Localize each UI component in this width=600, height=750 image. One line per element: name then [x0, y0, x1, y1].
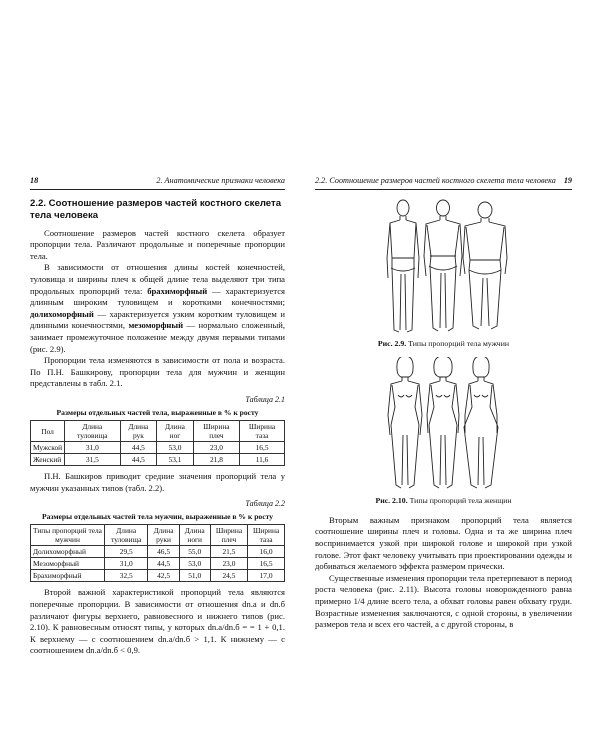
paragraph-4: П.Н. Башкиров приводит средние значения пропорций тела у мужчин указанных типов (табл. 2.2). [30, 471, 285, 493]
section-heading: 2.2. Соотношение размеров частей костного скелета тела человека [30, 197, 282, 221]
male-figure-3 [463, 202, 507, 329]
right-paragraph-1: Вторым важным признаком пропорций тела является соотношение ширины плеч и головы. Одна и та же ширина плеч воспринимается узкой при широкой голове и широкой при узкой голове. Этот факт человеку учитывать при проектировании одежды и добиваться желаемого эффекта размером прически. [315, 514, 572, 572]
table-2 [30, 524, 285, 582]
female-figures-illustration [315, 357, 572, 493]
female-figure-1 [388, 357, 422, 488]
figure-female-body-types [315, 357, 572, 493]
table-row: Женский 31,5 44,5 53,1 21,8 11,6 [31, 454, 285, 466]
figure-2-10-caption: Рис. 2.10. Типы пропорций тела женщин [375, 496, 512, 506]
right-page [315, 175, 572, 631]
male-figure-1 [387, 200, 419, 332]
left-page-number: 18 [30, 176, 39, 185]
left-page [30, 175, 285, 657]
table-1 [30, 420, 285, 466]
table-1-caption: Размеры отдельных частей тела, выраженные в % к росту [56, 407, 259, 417]
paragraph-5: Второй важной характеристикой пропорций тела являются поперечные пропорции. В зависимости от отношения dn.a и dn.б различают фигуры верхнего, равновесного и нижнего типов (рис. 2.10). К равновесным относят типы, у которых dn.a/dn.б = = 1 + 0,1. К верхнему — с соотношением dn.a/dn.б > 1,1. К нижнему — с соотношением dn.a/dn.б < 0,9. [30, 587, 285, 656]
table-row: Долихоморфный 29,5 46,5 55,0 21,5 16,0 [31, 546, 285, 558]
right-running-title: 2.2. Соотношение размеров частей костного скелета тела человека [315, 176, 556, 185]
right-page-number: 19 [563, 176, 572, 185]
table-header-row: Пол Длина туловища Длина рук Длина ног Ширина плеч Ширина таза [31, 421, 285, 442]
left-running-head [30, 175, 285, 190]
table-row: Мужской 31,0 44,5 53,0 23,0 16,5 [31, 442, 285, 454]
table-row: Брахиморфный 32,5 42,5 51,0 24,5 17,0 [31, 570, 285, 582]
table-1-number: Таблица 2.1 [245, 394, 285, 404]
female-figure-2 [427, 357, 459, 488]
right-running-head [315, 175, 572, 190]
male-figure-2 [424, 200, 462, 331]
paragraph-3: Пропорции тела изменяются в зависимости от пола и возраста. По П.Н. Башкирову, пропорции тела для мужчин и женщин представлены в табл. 2.1. [30, 355, 285, 389]
figure-2-9-caption: Рис. 2.9. Типы пропорций тела мужчин [377, 338, 510, 348]
figure-male-body-types [315, 198, 572, 336]
paragraph-1: Соотношение размеров частей костного скелета образует пропорции тела. Различают продольные и поперечные пропорции тела. [30, 227, 285, 261]
table-header-row: Типы пропорций тела мужчин Длина туловища Длина руки Длина ноги Ширина плеч Ширина таза [31, 525, 285, 546]
female-figure-3 [464, 357, 498, 488]
left-running-title: 2. Анатомические признаки человека [156, 176, 285, 185]
male-figures-illustration [315, 198, 572, 336]
table-row: Мезоморфный 31,0 44,5 53,0 23,0 16,5 [31, 558, 285, 570]
right-paragraph-2: Существенные изменения пропорции тела претерпевают в период роста человека (рис. 2.11). Высота головы новорожденного равна примерно 1/4 длине всего тела, а обхват головы равен обхвату груди. Возрастные изменения заключаются, с одной стороны, в увеличении размеров тела и всех его частей, а с другой стороны, в [315, 572, 572, 630]
paragraph-2: В зависимости от отношения длины костей конечностей, туловища и ширины плеч к общей длине тела выделяют три типа продольных пропорций тела: брахиморфный — характеризуется длинным широким туловищем и короткими конечностями; долихоморфный — характеризуется узким коротким туловищем и длинными конечностями, мезоморфный — нормально сложенный, занимает промежуточное положение между двумя первыми типами (рис. 2.9). [30, 262, 285, 354]
table-2-number: Таблица 2.2 [245, 499, 285, 509]
table-2-caption: Размеры отдельных частей тела мужчин, выраженные в % к росту [41, 511, 274, 521]
